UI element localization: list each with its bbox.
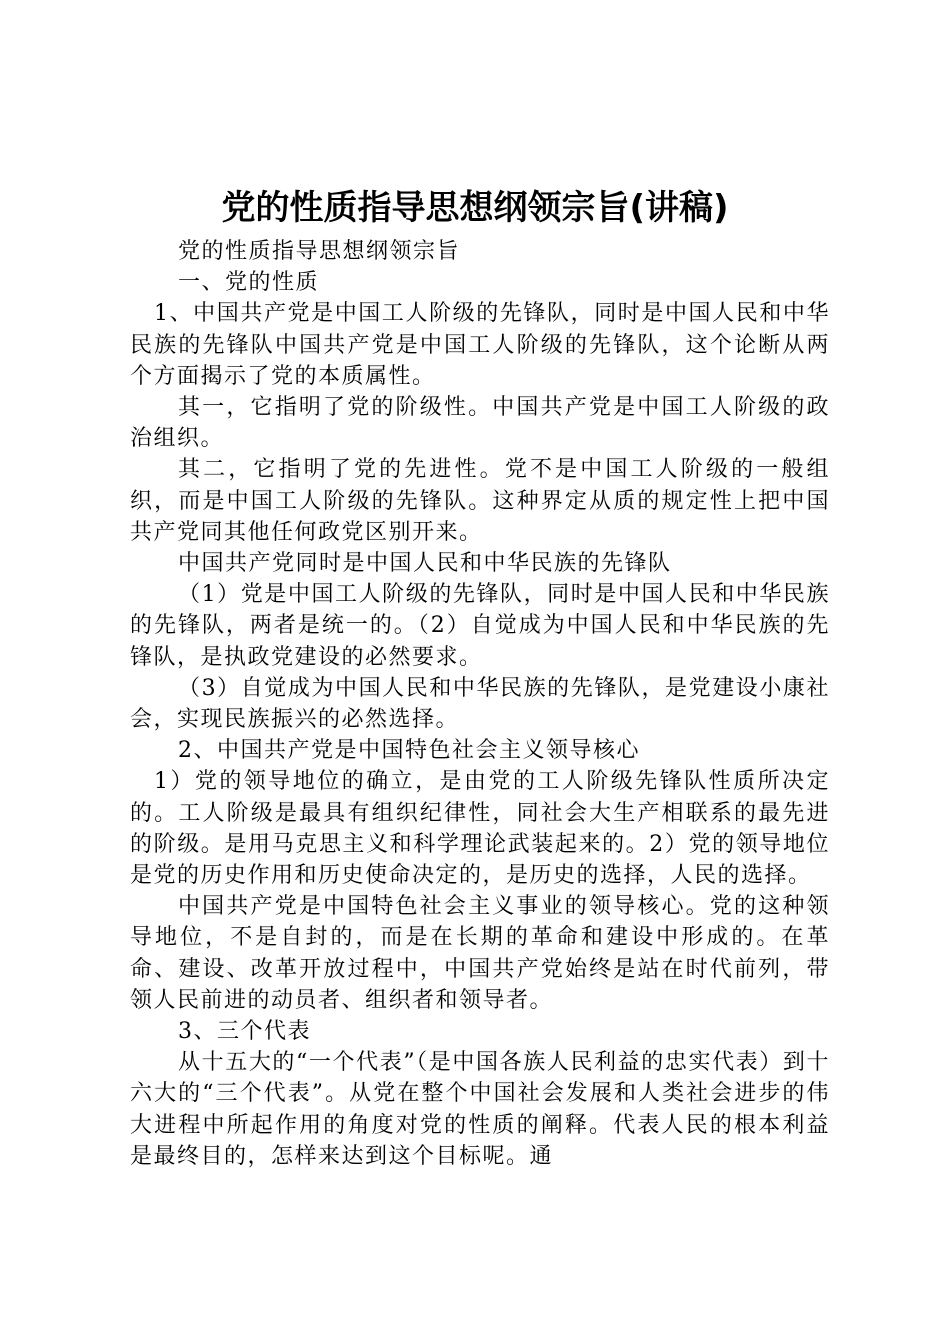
- paragraph: （3）自觉成为中国人民和中华民族的先锋队，是党建设小康社会，实现民族振兴的必然选择。: [130, 675, 830, 733]
- section-heading: 3、三个代表: [178, 1019, 311, 1045]
- paragraph: 从十五大的“一个代表”（是中国各族人民利益的忠实代表）到十六大的“三个代表”。从党在整个中国社会发展和人类社会进步的伟大进程中所起作用的角度对党的性质的阐释。代表人民的根本利益是最终目的，怎样来达到这个目标呢。通: [130, 1050, 830, 1169]
- paragraph: 1、中国共产党是中国工人阶级的先锋队，同时是中国人民和中华民族的先锋队中国共产党是中国工人阶级的先锋队，这个论断从两个方面揭示了党的本质属性。: [130, 301, 830, 389]
- paragraph: 其二，它指明了党的先进性。党不是中国工人阶级的一般组织，而是中国工人阶级的先锋队。这种界定从质的规定性上把中国共产党同其他任何政党区别开来。: [130, 457, 830, 545]
- paragraph: 中国共产党是中国特色社会主义事业的领导核心。党的这种领导地位，不是自封的，而是在长期的革命和建设中形成的。在革命、建设、改革开放过程中，中国共产党始终是站在时代前列，带领人民前进的动员者、组织者和领导者。: [130, 894, 830, 1013]
- document-body: [130, 236, 830, 1172]
- paragraph-subtitle: 党的性质指导思想纲领宗旨: [178, 239, 461, 264]
- section-heading: 2、中国共产党是中国特色社会主义领导核心: [178, 738, 640, 764]
- paragraph: （1）党是中国工人阶级的先锋队，同时是中国人民和中华民族的先锋队，两者是统一的。（2）自觉成为中国人民和中华民族的先锋队，是执政党建设的必然要求。: [130, 582, 830, 670]
- section-heading: 一、党的性质: [178, 270, 320, 296]
- paragraph: 其一，它指明了党的阶级性。中国共产党是中国工人阶级的政治组织。: [130, 395, 830, 452]
- paragraph: 中国共产党同时是中国人民和中华民族的先锋队: [178, 551, 672, 577]
- paragraph: 1）党的领导地位的确立，是由党的工人阶级先锋队性质所决定的。工人阶级是最具有组织纪律性，同社会大生产相联系的最先进的阶级。是用马克思主义和科学理论武装起来的。2）党的领导地位是党的历史作用和历史使命决定的，是历史的选择，人民的选择。: [130, 769, 830, 889]
- document-title: 党的性质指导思想纲领宗旨(讲稿): [221, 188, 729, 228]
